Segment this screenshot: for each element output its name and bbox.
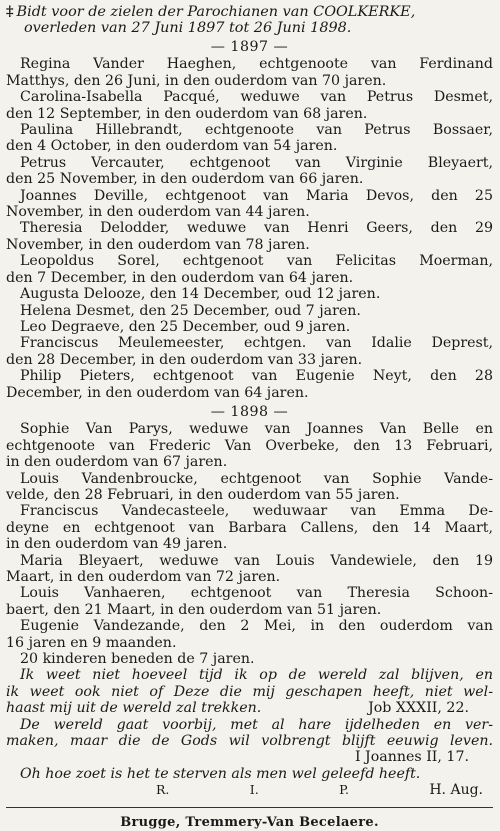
deceased-entry [6,368,493,401]
entry-line: Maart, in den ouderdom van 72 jaren. [6,569,281,585]
entry-line: den 7 December, in den ouderdom van 64 jaren. [6,269,354,286]
divider [6,807,493,808]
deceased-entry [6,56,493,89]
deceased-list-1897 [6,56,493,401]
entry-line: deyne en echtgenoot van Barbara Callens, den 14 Maart, [6,519,493,536]
entry-line: den 25 November, in den ouderdom van 66 jaren. [6,171,364,188]
entry-line: Maria Bleyaert, weduwe van Louis Vandewiele, den 19 [20,552,493,569]
deceased-entry [6,303,493,319]
rip-i: I. [249,782,259,798]
year-heading-1897: — 1897 — [210,39,289,55]
deceased-entry [6,122,493,155]
quote-line: maken, maar die de Gods wil volbrengt blijft eeuwig leven. [6,733,493,750]
entry-line: den 4 October, in den ouderdom van 54 jaren. [6,138,338,155]
entry-line: 20 kinderen beneden de 7 jaren. [20,651,255,668]
entry-line: den 12 September, in den ouderdom van 68 jaren. [6,105,368,122]
rip-line [6,782,493,798]
deceased-entry [6,618,493,651]
entry-line: Augusta Delooze, den 14 December, oud 12 jaren. [20,286,381,303]
entry-line: November, in den ouderdom van 44 jaren. [6,204,310,221]
entry-line: Paulina Hillebrandt, echtgenoote van Petrus Bossaer, [20,122,493,139]
entry-line: Theresia Delodder, weduwe van Henri Geers, den 29 [20,220,493,237]
quote-last-line [6,700,493,716]
deceased-entry [6,651,493,667]
deceased-entry [6,286,493,302]
printer-credit: Brugge, Tremmery-Van Becelaere. [120,814,379,830]
deceased-entry [6,503,493,552]
entry-line: Louis Vanhaeren, echtgenoot van Theresia Schoon- [20,585,493,602]
header-title: Bidt voor de zielen der Parochianen van COOLKERKE, [16,4,416,20]
quote-line: Ik weet niet hoeveel tijd ik op de wereld zal blijven, en [20,667,493,684]
entry-line: Sophie Van Parys, weduwe van Joannes Van Belle en [20,421,493,438]
quote-closing [6,766,493,782]
entry-line: Leo Degraeve, den 25 December, oud 9 jaren. [20,318,351,335]
entry-line: echtgenoote van Frederic Van Overbeke, den 13 Februari, [6,437,493,454]
entry-line: Eugenie Vandezande, den 2 Mei, in den ouderdom van [20,618,493,635]
deceased-entry [6,188,493,221]
entry-line: Philip Pieters, echtgenoot van Eugenie Neyt, den 28 [20,368,493,385]
year-heading-1898: — 1898 — [210,403,289,420]
quote-reference: I Joannes II, 17. [354,749,469,766]
entry-line: Franciscus Vandecasteele, weduwaar van Emma De- [20,503,493,520]
deceased-entry [6,155,493,188]
entry-line: Petrus Vercauter, echtgenoot van Virginie Bleyaert, [20,154,493,171]
entry-line: Franciscus Meulemeester, echtgen. van Idalie Deprest, [20,335,493,352]
entry-line: Regina Vander Haeghen, echtgenoote van Ferdinand [20,56,493,73]
deceased-entry [6,89,493,122]
rip-p: P. [339,782,349,798]
deceased-entry [6,421,493,470]
quote-author: H. Aug. [429,782,483,799]
deceased-entry [6,319,493,335]
entry-line: Helena Desmet, den 25 December, oud 7 jaren. [20,302,361,319]
quote-line: ik weet ook niet of Deze die mij geschapen heeft, niet wel- [6,683,493,700]
header-line-1 [6,4,493,20]
deceased-entry [6,553,493,586]
deceased-entry [6,585,493,618]
cross-icon: ‡ [6,3,14,20]
deceased-entry [6,253,493,286]
entry-line: Matthys, den 26 Juni, in den ouderdom van 70 jaren. [6,72,387,89]
entry-line: December, in den ouderdom van 64 jaren. [6,384,309,401]
deceased-entry [6,335,493,368]
entry-line: velde, den 28 Februari, in den ouderdom van 55 jaren. [6,486,400,503]
deceased-entry [6,220,493,253]
entry-line: Joannes Deville, echtgenoot van Maria Devos, den 25 [20,187,493,204]
quote-joannes [6,717,493,766]
quote-line: De wereld gaat voorbij, met al hare ijdelheden en ver- [20,716,493,733]
header-dates: overleden van 27 Juni 1897 tot 26 Juni 1898. [24,20,352,36]
quote-line: haast mij uit de wereld zal trekken. [6,700,262,717]
deceased-list-1898 [6,421,493,667]
entry-line: Louis Vandenbroucke, echtgenoot van Sophie Vande- [20,470,493,487]
entry-line: Leopoldus Sorel, echtgenoot van Felicitas Moerman, [20,253,493,270]
entry-line: 16 jaren en 9 maanden. [6,634,177,651]
deceased-entry [6,471,493,504]
quote-reference: Job XXXII, 22. [368,700,469,717]
rip-r: R. [156,782,170,798]
quote-job [6,667,493,716]
quote-line: Oh hoe zoet is het te sterven als men wel geleefd heeft. [20,765,421,782]
entry-line: den 28 December, in den ouderdom van 33 jaren. [6,351,363,368]
card-header [6,4,493,36]
entry-line: Carolina-Isabella Pacqué, weduwe van Petrus Desmet, [20,89,493,106]
entry-line: in den ouderdom van 49 jaren. [6,536,228,553]
entry-line: baert, den 21 Maart, in den ouderdom van 51 jaren. [6,601,382,618]
entry-line: November, in den ouderdom van 78 jaren. [6,236,310,253]
entry-line: in den ouderdom van 67 jaren. [6,454,228,471]
